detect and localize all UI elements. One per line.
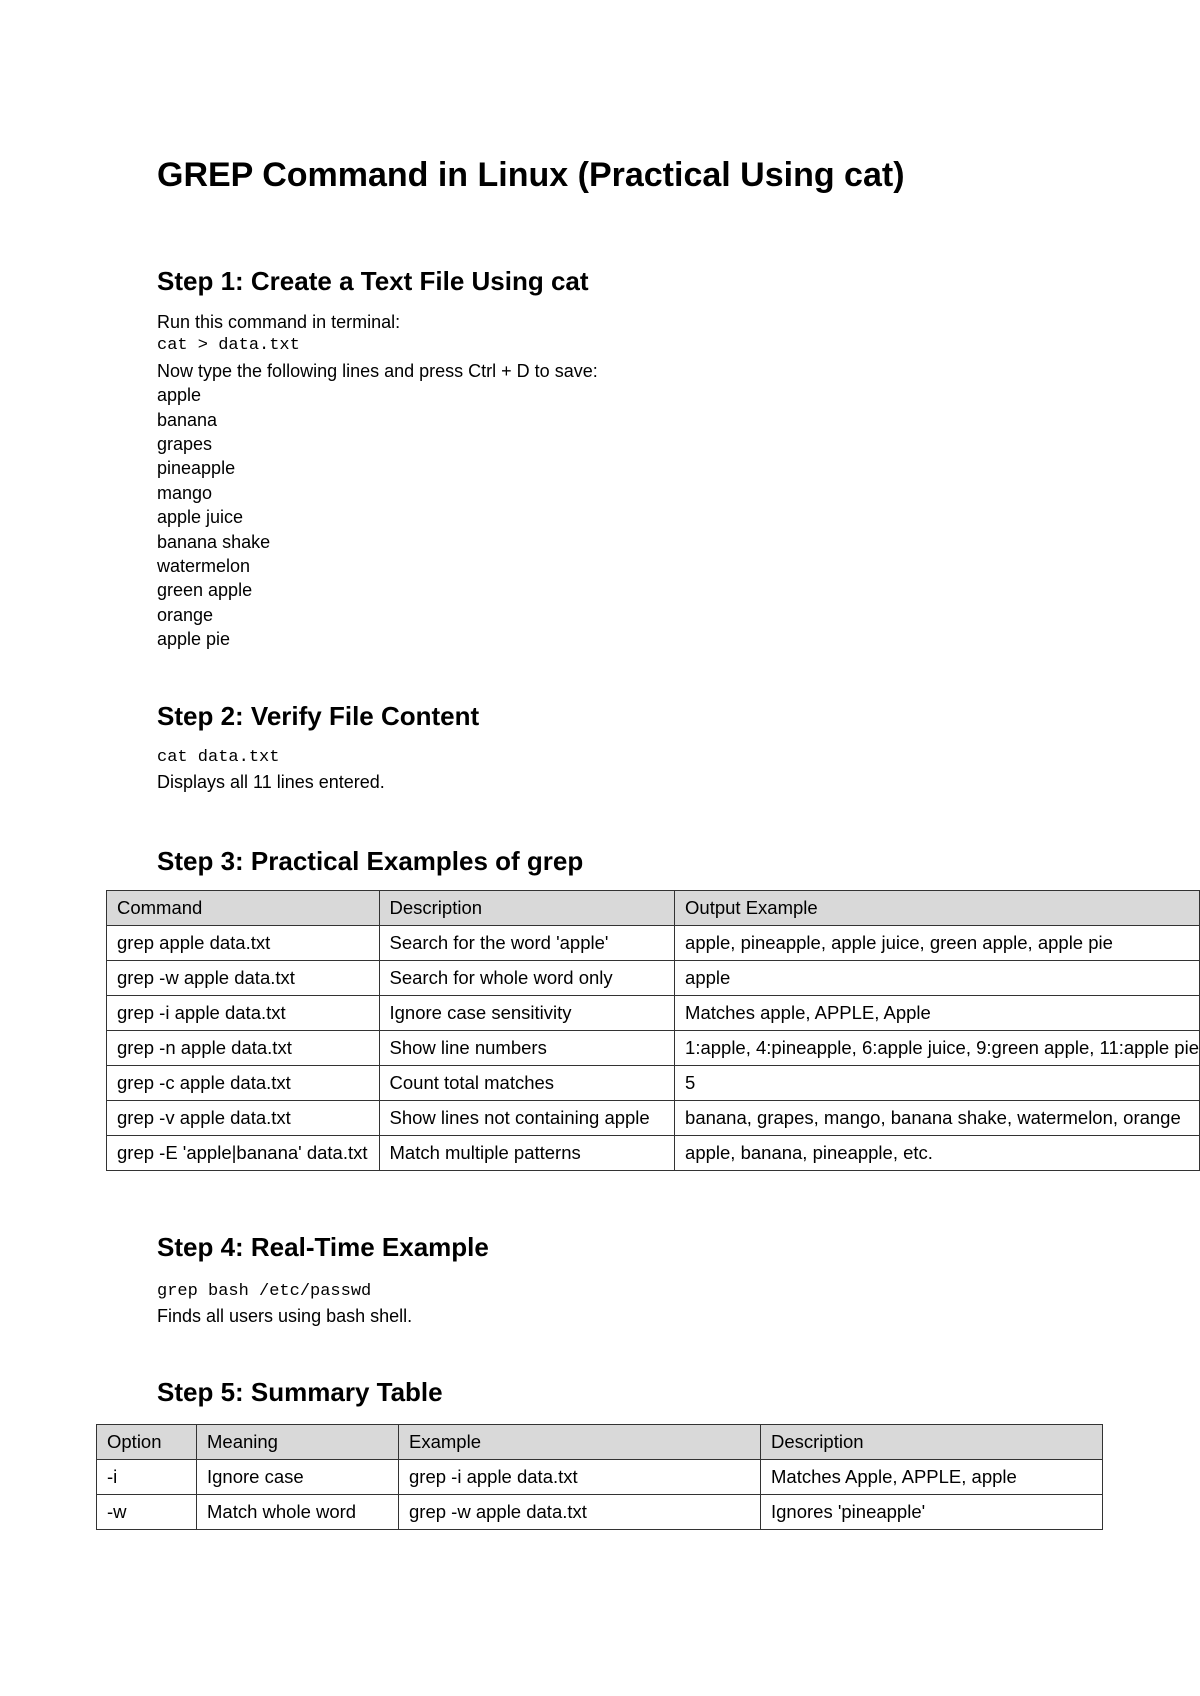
table-row (107, 926, 1200, 961)
command-cell: grep -w apple data.txt (107, 961, 380, 996)
step3-heading: Step 3: Practical Examples of grep (157, 846, 584, 876)
step2-command: cat data.txt (157, 748, 280, 767)
file-line: apple pie (157, 629, 231, 650)
step5-heading: Step 5: Summary Table (157, 1377, 443, 1407)
command-cell: grep -E 'apple|banana' data.txt (107, 1136, 380, 1171)
table-row (107, 1066, 1200, 1101)
output-cell: apple, pineapple, apple juice, green apple, apple pie (675, 926, 1200, 961)
description-cell: Search for the word 'apple' (379, 926, 675, 961)
file-line: banana shake (157, 531, 271, 552)
command-cell: grep -v apple data.txt (107, 1101, 380, 1136)
meaning-cell: Match whole word (197, 1495, 399, 1530)
output-cell: Matches apple, APPLE, Apple (675, 996, 1200, 1031)
column-header: Command (107, 891, 380, 926)
description-cell: Search for whole word only (379, 961, 675, 996)
column-header: Description (379, 891, 675, 926)
output-cell: banana, grapes, mango, banana shake, watermelon, orange (675, 1101, 1200, 1136)
step4-content (157, 1280, 412, 1329)
description-cell: Matches Apple, APPLE, apple (761, 1460, 1103, 1495)
step1-command: cat > data.txt (157, 336, 300, 356)
column-header: Description (761, 1425, 1103, 1460)
output-cell: 5 (675, 1066, 1200, 1101)
table-header-row (107, 891, 1200, 926)
table-row (107, 1136, 1200, 1171)
grep-examples-table (106, 890, 1200, 1171)
page-title: GREP Command in Linux (Practical Using cat) (157, 156, 905, 194)
step1-intro: Run this command in terminal: (157, 312, 401, 332)
table-row (107, 996, 1200, 1031)
column-header: Output Example (675, 891, 1200, 926)
table-row (107, 1031, 1200, 1066)
step2-content (157, 746, 385, 795)
step4-note: Finds all users using bash shell. (157, 1306, 413, 1327)
description-cell: Show lines not containing apple (379, 1101, 675, 1136)
column-header: Option (97, 1425, 197, 1460)
file-line: apple (157, 385, 202, 406)
description-cell: Ignores 'pineapple' (761, 1495, 1103, 1530)
example-cell: grep -w apple data.txt (399, 1495, 761, 1530)
command-cell: grep -i apple data.txt (107, 996, 380, 1031)
file-line: mango (157, 482, 213, 503)
table-header-row (97, 1425, 1103, 1460)
file-line: grapes (157, 434, 213, 455)
table-row (97, 1460, 1103, 1495)
description-cell: Count total matches (379, 1066, 675, 1101)
step1-instruction: Now type the following lines and press Ctrl + D to save: (157, 360, 598, 381)
file-line: orange (157, 604, 214, 625)
output-cell: apple, banana, pineapple, etc. (675, 1136, 1200, 1171)
step2-heading: Step 2: Verify File Content (157, 701, 480, 731)
file-line: pineapple (157, 458, 236, 479)
table-row (107, 961, 1200, 996)
command-cell: grep -c apple data.txt (107, 1066, 380, 1101)
column-header: Example (399, 1425, 761, 1460)
step4-command: grep bash /etc/passwd (157, 1282, 372, 1301)
file-line: apple juice (157, 507, 244, 528)
example-cell: grep -i apple data.txt (399, 1460, 761, 1495)
file-line: green apple (157, 580, 253, 601)
file-line: banana (157, 409, 218, 430)
option-cell: -w (97, 1495, 197, 1530)
step1-content (157, 310, 598, 652)
step2-note: Displays all 11 lines entered. (157, 772, 385, 793)
output-cell: 1:apple, 4:pineapple, 6:apple juice, 9:green apple, 11:apple pie (675, 1031, 1200, 1066)
step4-heading: Step 4: Real-Time Example (157, 1232, 489, 1262)
column-header: Meaning (197, 1425, 399, 1460)
description-cell: Ignore case sensitivity (379, 996, 675, 1031)
command-cell: grep apple data.txt (107, 926, 380, 961)
table-row (107, 1101, 1200, 1136)
description-cell: Show line numbers (379, 1031, 675, 1066)
description-cell: Match multiple patterns (379, 1136, 675, 1171)
output-cell: apple (675, 961, 1200, 996)
step1-heading: Step 1: Create a Text File Using cat (157, 266, 589, 296)
meaning-cell: Ignore case (197, 1460, 399, 1495)
table-row (97, 1495, 1103, 1530)
file-line: watermelon (157, 556, 251, 577)
option-cell: -i (97, 1460, 197, 1495)
command-cell: grep -n apple data.txt (107, 1031, 380, 1066)
summary-table (96, 1424, 1103, 1530)
